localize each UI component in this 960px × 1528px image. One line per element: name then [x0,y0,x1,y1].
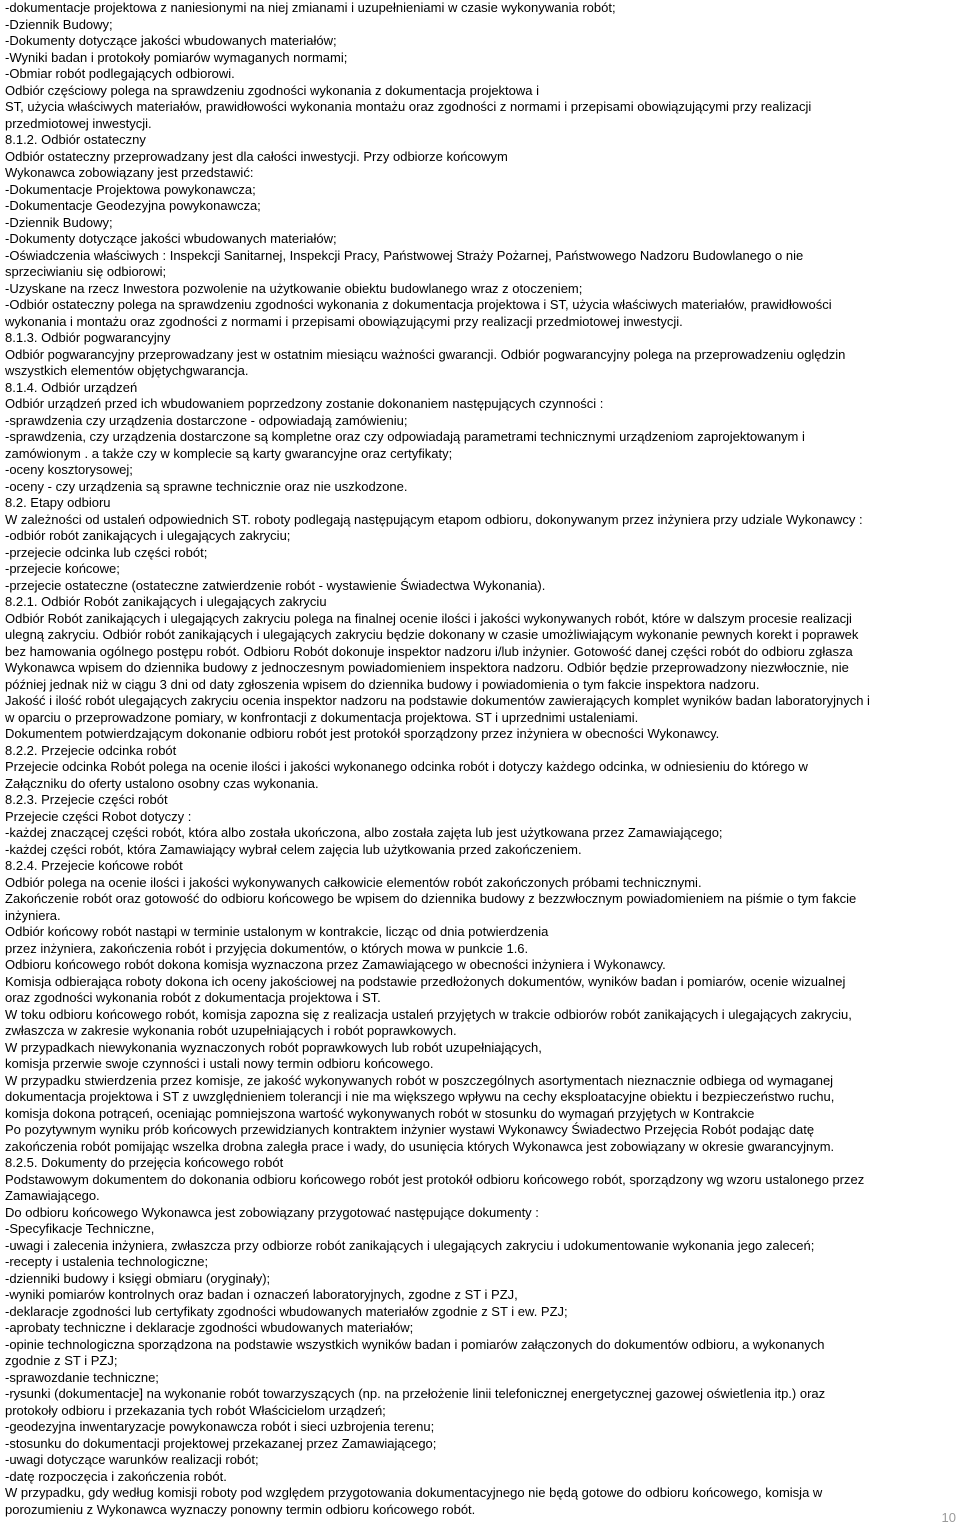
text-line: wszystkich elementów objętychgwarancja. [5,363,249,378]
text-line: zgodnie z ST i PZJ; [5,1353,118,1368]
text-line: Wykonawca wpisem do dziennika budowy z jednoczesnym powiadomieniem inspektora nadzoru. Odbiór będzie przeprowadzony niezwłocznie, nie [5,660,849,675]
text-line: -Obmiar robót podlegających odbiorowi. [5,66,235,81]
text-line: -każdej znaczącej części robót, która albo została ukończona, albo została zajęta lub jest użytkowana przez Zamawiającego; [5,825,723,840]
text-line: -stosunku do dokumentacji projektowej przekazanej przez Zamawiającego; [5,1435,437,1451]
text-line: później jednak niż w ciągu 3 dni od daty zgłoszenia wpisem do dziennika budowy i powiadomienia o tym fakcie inspektora nadzoru. [5,676,760,692]
text-line: -dokumentacje projektowa z naniesionymi na niej zmianami i uzupełnieniami w czasie wykonywania robót; [5,0,616,15]
text-line: -Dziennik Budowy; [5,214,113,230]
text-line: Odbiór Robót zanikających i ulegających zakryciu polega na finalnej ocenie ilości i jakości wykonywanych robót, które w dalszym procesie realizacji [5,610,852,626]
text-line: komisja dokona potrąceń, oceniając pomniejszona wartość wykonywanych robót w stosunku do wymagań przyjętych w Kontrakcie [5,1105,755,1121]
text-line: -uwagi dotyczące warunków realizacji robót; [5,1452,259,1467]
text-line: Odbiór ostateczny przeprowadzany jest dla całości inwestycji. Przy odbiorze końcowym [5,148,508,164]
text-line: Dokumentem potwierdzającym dokonanie odbioru robót jest protokół sporządzony przez inżyniera w obecności Wykonawcy. [5,726,720,741]
document-body [5,0,951,1518]
text-line: komisja przerwie swoje czynności i ustali nowy termin odbioru końcowego. [5,1056,434,1071]
text-line: W przypadku stwierdzenia przez komisje, ze jakość wykonywanych robót w poszczególnych asortymentach nieznacznie odbiega od wymaganej [5,1072,834,1088]
text-line: przez inżyniera, zakończenia robót i przyjęcia dokumentów, o których mowa w punkcie 1.6. [5,940,529,956]
text-line: -Specyfikacje Techniczne, [5,1221,155,1236]
page-number: 10 [941,1510,956,1525]
text-line: -rysunki (dokumentacje] na wykonanie robót towarzyszących (np. na przełożenie linii telefonicznej energetycznej gazowej oświetlenia itp.) oraz [5,1386,826,1401]
text-line: zamówionym . a także czy w komplecie są karty gwarancyjne oraz certyfikaty; [5,445,453,461]
text-line: Zakończenie robót oraz gotowość do odbioru końcowego be wpisem do dziennika budowy z bezzwłocznym powiadomieniem na piśmie o tym fakcie [5,891,857,906]
text-line: Odbiór pogwarancyjny przeprowadzany jest w ostatnim miesiącu ważności gwarancji. Odbiór pogwarancyjny polega na przeprowadzeniu oględzin [5,346,846,362]
text-line: -sprawdzenia czy urządzenia dostarczone - odpowiadają zamówieniu; [5,412,408,428]
text-line: -deklaracje zgodności lub certyfikaty zgodności wbudowanych materiałów zgodnie z ST i ew. PZJ; [5,1303,568,1319]
text-line: protokoły odbioru i przekazania tych robót Właścicielom urządzeń; [5,1402,386,1418]
text-line: Jakość i ilość robót ulegających zakryciu ocenia inspektor nadzoru na podstawie dokumentów zawierających komplet wyników badan laboratoryjnych i [5,693,870,708]
text-line: 8.1.4. Odbiór urządzeń [5,379,138,395]
text-line: -przejecie odcinka lub części robót; [5,544,208,560]
text-line: -każdej części robót, która Zamawiający wybrał celem zajęcia lub użytkowania przed zakończeniem. [5,841,582,857]
text-line: -odbiór robót zanikających i ulegających zakryciu; [5,528,291,543]
text-line: -sprawdzenia, czy urządzenia dostarczone są kompletne oraz czy odpowiadają parametrami technicznymi urządzeniom zaprojektowanym i [5,429,805,444]
text-line: ulegną zakryciu. Odbiór robót zanikających i ulegających zakryciu będzie dokonany w czasie umożliwiającym wykonanie pewnych korekt i poprawek [5,627,859,642]
text-line: -przejecie ostateczne (ostateczne zatwierdzenie robót - wystawienie Świadectwa Wykonania). [5,577,546,593]
text-line: -dzienniki budowy i księgi obmiaru (oryginały); [5,1270,271,1286]
text-line: Przejecie części Robot dotyczy : [5,808,192,824]
text-line: -aprobaty techniczne i deklaracje zgodności wbudowanych materiałów; [5,1320,414,1335]
text-line: Odbiór polega na ocenie ilości i jakości wykonywanych całkowicie elementów robót zakończonych próbami technicznymi. [5,874,702,890]
text-line: -Odbiór ostateczny polega na sprawdzeniu zgodności wykonania z dokumentacja projektowa i ST, użycia właściwych materiałów, prawidłowości [5,297,832,312]
text-line: 8.2. Etapy odbioru [5,495,111,510]
text-line: -Dokumentacje Projektowa powykonawcza; [5,181,256,197]
text-line: Podstawowym dokumentem do dokonania odbioru końcowego robót jest protokół odbioru końcowego robót, sporządzony wg wzoru ustalonego przez [5,1171,865,1187]
text-line: -oceny kosztorysowej; [5,462,133,477]
text-line: -opinie technologiczna sporządzona na podstawie wszystkich wyników badan i pomiarów załączonych do dokumentów odbioru, a wykonanych [5,1336,825,1352]
text-line: W zależności od ustaleń odpowiednich ST. roboty podlegają następującym etapom odbioru, dokonywanym przez inżyniera przy udziale Wykonawcy : [5,511,863,527]
text-line: Odbioru końcowego robót dokona komisja wyznaczona przez Zamawiającego w obecności inżyniera i Wykonawcy. [5,957,666,972]
text-line: W przypadku, gdy według komisji roboty pod względem przygotowania dokumentacyjnego nie będą gotowe do odbioru końcowego, komisja w [5,1485,823,1500]
text-line: -Dokumenty dotyczące jakości wbudowanych materiałów; [5,231,337,246]
text-line: W toku odbioru końcowego robót, komisja zapozna się z realizacja ustaleń przyjętych w trakcie odbiorów robót zanikających i ulegających zakryciu, [5,1006,852,1022]
text-line: zwłaszcza w zakresie wykonania robót uzupełniających i robót poprawkowych. [5,1023,457,1038]
text-line: -recepty i ustalenia technologiczne; [5,1254,209,1269]
text-line: -Uzyskane na rzecz Inwestora pozwolenie na użytkowanie obiektu budowlanego wraz z otoczeniem; [5,280,583,296]
text-line: -sprawozdanie techniczne; [5,1369,159,1385]
text-line: sprzeciwianiu się odbiorowi; [5,264,167,279]
text-line: 8.2.2. Przejecie odcinka robót [5,742,177,758]
text-line: -uwagi i zalecenia inżyniera, zwłaszcza przy odbiorze robót zanikających i ulegających zakryciu i udokumentowanie wykonania jego zaleceń; [5,1237,815,1253]
text-line: -Oświadczenia właściwych : Inspekcji Sanitarnej, Inspekcji Pracy, Państwowej Straży Pożarnej, Państwowego Nadzoru Budowlanego o nie [5,247,804,263]
text-line: porozumieniu z Wykonawca wyznaczy ponowny termin odbioru końcowego robót. [5,1501,476,1517]
text-line: -Dokumentacje Geodezyjna powykonawcza; [5,198,261,213]
text-line: dokumentacja projektowa i ST z uwzględnieniem tolerancji i nie ma większego wpływu na cechy eksploatacyjne obiektu i bezpieczeństwo ruchu, [5,1089,835,1104]
text-line: Odbiór końcowy robót nastąpi w terminie ustalonym w kontrakcie, licząc od dnia potwierdzenia [5,924,549,939]
text-line: -geodezyjna inwentaryzacje powykonawcza robót i sieci uzbrojenia terenu; [5,1419,435,1434]
text-line: 8.2.3. Przejecie części robót [5,792,168,807]
text-line: oraz zgodności wykonania robót z dokumentacja projektowa i ST. [5,990,381,1005]
text-line: Załączniku do oferty ustalono osobny czas wykonania. [5,775,319,791]
text-line: 8.2.1. Odbiór Robót zanikających i ulegających zakryciu [5,594,327,609]
text-line: 8.2.5. Dokumenty do przejęcia końcowego robót [5,1155,284,1170]
text-line: -datę rozpoczęcia i zakończenia robót. [5,1468,227,1484]
text-line: Do odbioru końcowego Wykonawca jest zobowiązany przygotować następujące dokumenty : [5,1204,539,1220]
text-line: -przejecie końcowe; [5,561,120,576]
text-line: -wyniki pomiarów kontrolnych oraz badan i oznaczeń laboratoryjnych, zgodne z ST i PZJ, [5,1287,518,1302]
text-line: w oparciu o przeprowadzone pomiary, w konfrontacji z dokumentacja projektowa. ST i uprzednimi ustaleniami. [5,709,639,725]
text-line: inżyniera. [5,907,61,923]
text-line: -Dokumenty dotyczące jakości wbudowanych materiałów; [5,33,337,48]
text-line: Odbiór urządzeń przed ich wbudowaniem poprzedzony zostanie dokonaniem następujących czynności : [5,396,604,411]
text-line: -Dziennik Budowy; [5,16,113,32]
text-line: -Wyniki badan i protokoły pomiarów wymaganych normami; [5,49,348,65]
text-line: Zamawiającego. [5,1188,100,1203]
text-line: wykonania i montażu oraz zgodności z normami i przepisami obowiązującymi przy realizacji przedmiotowej inwestycji. [5,313,683,329]
text-line: Wykonawca zobowiązany jest przedstawić: [5,165,254,180]
text-line: Przejecie odcinka Robót polega na ocenie ilości i jakości wykonanego odcinka robót i dotyczy każdego odcinka, w odniesieniu do którego w [5,759,808,774]
text-line: Po pozytywnym wyniku prób końcowych przewidzianych kontraktem inżynier wystawi Wykonawcy Świadectwo Przejęcia Robót podając datę [5,1122,815,1137]
text-line: Odbiór częściowy polega na sprawdzeniu zgodności wykonania z dokumentacja projektowa i [5,82,540,98]
text-line: -oceny - czy urządzenia są sprawne technicznie oraz nie uszkodzone. [5,478,408,494]
text-line: W przypadkach niewykonania wyznaczonych robót poprawkowych lub robót uzupełniających, [5,1039,542,1055]
text-line: ST, użycia właściwych materiałów, prawidłowości wykonania montażu oraz zgodności z normami i przepisami obowiązującymi przy realizacji [5,99,812,114]
text-line: przedmiotowej inwestycji. [5,115,152,131]
text-line: 8.2.4. Przejecie końcowe robót [5,858,183,873]
text-line: bez hamowania ogólnego postępu robót. Odbioru Robót dokonuje inspektor nadzoru i/lub inżynier. Gotowość danej części robót do odbioru zgłasza [5,643,853,659]
text-line: Komisja odbierająca roboty dokona ich oceny jakościowej na podstawie przedłożonych dokumentów, wyników badan i pomiarów, ocenie wizualnej [5,973,846,989]
text-line: 8.1.3. Odbiór pogwarancyjny [5,330,171,345]
text-line: zakończenia robót pomijając wszelka drobna zaległa prace i wady, do usunięcia których Wykonawca jest zobowiązany w okresie gwarancyjnym. [5,1138,835,1154]
text-line: 8.1.2. Odbiór ostateczny [5,132,146,147]
